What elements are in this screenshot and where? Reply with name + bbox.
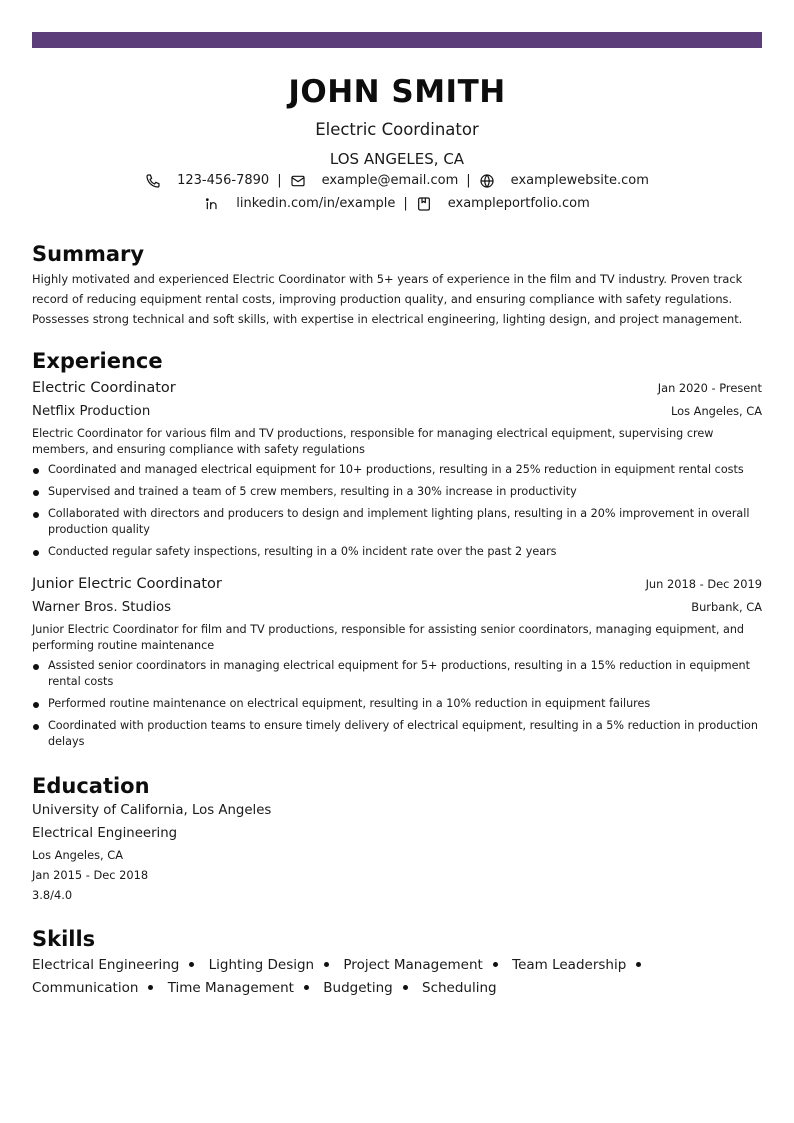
skill-item: Team Leadership bbox=[512, 957, 651, 973]
job-description: Junior Electric Coordinator for film and TV productions, responsible for assisting senior coordinators, managing equipment, and performing routine maintenance bbox=[32, 623, 745, 652]
skill-item: Scheduling bbox=[422, 980, 497, 996]
candidate-name: JOHN SMITH bbox=[288, 74, 506, 110]
contact-separator: | bbox=[277, 172, 282, 188]
job-company: Warner Bros. Studios bbox=[32, 600, 172, 615]
summary-text: Highly motivated and experienced Electric Coordinator with 5+ years of experience in the film and TV industry. Proven track record of reducing equipment rental costs, improving production quality, and ensuring compliance with safety regulations. Possesses strong technical and soft skills, with expertise in electrical engineering, lighting design, and project management. bbox=[32, 272, 743, 326]
education-section bbox=[32, 773, 762, 905]
bullet-icon bbox=[304, 985, 309, 990]
skill-item: Lighting Design bbox=[209, 957, 339, 973]
contact-website[interactable] bbox=[479, 170, 649, 192]
skill-item: Budgeting bbox=[323, 980, 417, 996]
list-item: Supervised and trained a team of 5 crew members, resulting in a 30% increase in productivity bbox=[32, 484, 762, 500]
job-location: Burbank, CA bbox=[691, 600, 762, 614]
contact-phone bbox=[145, 170, 269, 192]
education-location: Los Angeles, CA bbox=[32, 848, 124, 862]
contact-portfolio[interactable] bbox=[416, 193, 590, 215]
section-heading-experience: Experience bbox=[32, 349, 163, 373]
section-heading-summary: Summary bbox=[32, 242, 145, 266]
job-dates: Jan 2020 - Present bbox=[657, 381, 762, 395]
email-address[interactable]: example@email.com bbox=[321, 172, 459, 188]
education-gpa: 3.8/4.0 bbox=[32, 888, 73, 902]
job-title: Junior Electric Coordinator bbox=[32, 576, 222, 592]
list-item: Conducted regular safety inspections, resulting in a 0% incident rate over the past 2 years bbox=[32, 544, 762, 560]
envelope-icon bbox=[290, 173, 306, 189]
skill-item: Communication bbox=[32, 980, 163, 996]
bullet-icon bbox=[33, 512, 39, 518]
experience-section bbox=[32, 348, 762, 756]
summary-section bbox=[32, 241, 762, 329]
bullet-icon bbox=[189, 962, 194, 967]
bullet-icon bbox=[636, 962, 641, 967]
contact-row-1 bbox=[32, 169, 762, 192]
linkedin-url[interactable]: linkedin.com/in/example bbox=[236, 195, 396, 211]
job-bullets bbox=[32, 658, 762, 750]
bullet-icon bbox=[33, 490, 39, 496]
skills-list bbox=[32, 954, 762, 1000]
bullet-icon bbox=[33, 724, 39, 730]
job-company: Netflix Production bbox=[32, 404, 151, 419]
globe-icon bbox=[479, 173, 495, 189]
phone-icon bbox=[145, 173, 161, 189]
candidate-title: Electric Coordinator bbox=[315, 120, 479, 139]
linkedin-icon bbox=[204, 196, 220, 212]
skill-item: Electrical Engineering bbox=[32, 957, 204, 973]
phone-number: 123-456-7890 bbox=[177, 172, 270, 188]
bullet-icon bbox=[324, 962, 329, 967]
resume-header bbox=[32, 72, 762, 215]
portfolio-url[interactable]: exampleportfolio.com bbox=[447, 195, 590, 211]
job-location: Los Angeles, CA bbox=[670, 404, 762, 418]
job-description: Electric Coordinator for various film and TV productions, responsible for managing electrical equipment, supervising crew members, and ensuring compliance with safety regulations bbox=[32, 427, 714, 456]
contact-separator: | bbox=[466, 172, 471, 188]
bullet-icon bbox=[33, 664, 39, 670]
candidate-location: LOS ANGELES, CA bbox=[329, 150, 465, 168]
skills-section bbox=[32, 926, 762, 1000]
job-bullets bbox=[32, 462, 762, 560]
bullet-icon bbox=[493, 962, 498, 967]
list-item: Coordinated with production teams to ensure timely delivery of electrical equipment, resulting in a 5% reduction in production delays bbox=[32, 718, 762, 750]
bullet-icon bbox=[33, 468, 39, 474]
education-dates: Jan 2015 - Dec 2018 bbox=[32, 868, 149, 882]
contact-email[interactable] bbox=[290, 170, 459, 192]
contact-row-2 bbox=[32, 192, 762, 215]
section-heading-education: Education bbox=[32, 774, 150, 798]
skill-item: Project Management bbox=[343, 957, 507, 973]
bookmark-icon bbox=[416, 196, 432, 212]
education-school: University of California, Los Angeles bbox=[32, 803, 272, 818]
job-entry bbox=[32, 377, 762, 560]
bullet-icon bbox=[33, 550, 39, 556]
skill-item: Time Management bbox=[168, 980, 319, 996]
list-item: Collaborated with directors and producers to design and implement lighting plans, resulting in a 20% improvement in overall production quality bbox=[32, 506, 762, 538]
bullet-icon bbox=[33, 702, 39, 708]
job-entry bbox=[32, 573, 762, 750]
list-item: Assisted senior coordinators in managing electrical equipment for 5+ productions, resulting in a 15% reduction in equipment rental costs bbox=[32, 658, 762, 690]
list-item: Coordinated and managed electrical equipment for 10+ productions, resulting in a 25% reduction in equipment rental costs bbox=[32, 462, 762, 478]
list-item: Performed routine maintenance on electrical equipment, resulting in a 10% reduction in equipment failures bbox=[32, 696, 762, 712]
contact-separator: | bbox=[403, 195, 408, 211]
job-dates: Jun 2018 - Dec 2019 bbox=[645, 577, 762, 591]
website-url[interactable]: examplewebsite.com bbox=[510, 172, 649, 188]
job-title: Electric Coordinator bbox=[32, 380, 176, 396]
education-degree: Electrical Engineering bbox=[32, 826, 178, 841]
section-heading-skills: Skills bbox=[32, 927, 96, 951]
bullet-icon bbox=[148, 985, 153, 990]
top-accent-bar bbox=[32, 32, 762, 48]
contact-linkedin[interactable] bbox=[204, 193, 395, 215]
bullet-icon bbox=[403, 985, 408, 990]
